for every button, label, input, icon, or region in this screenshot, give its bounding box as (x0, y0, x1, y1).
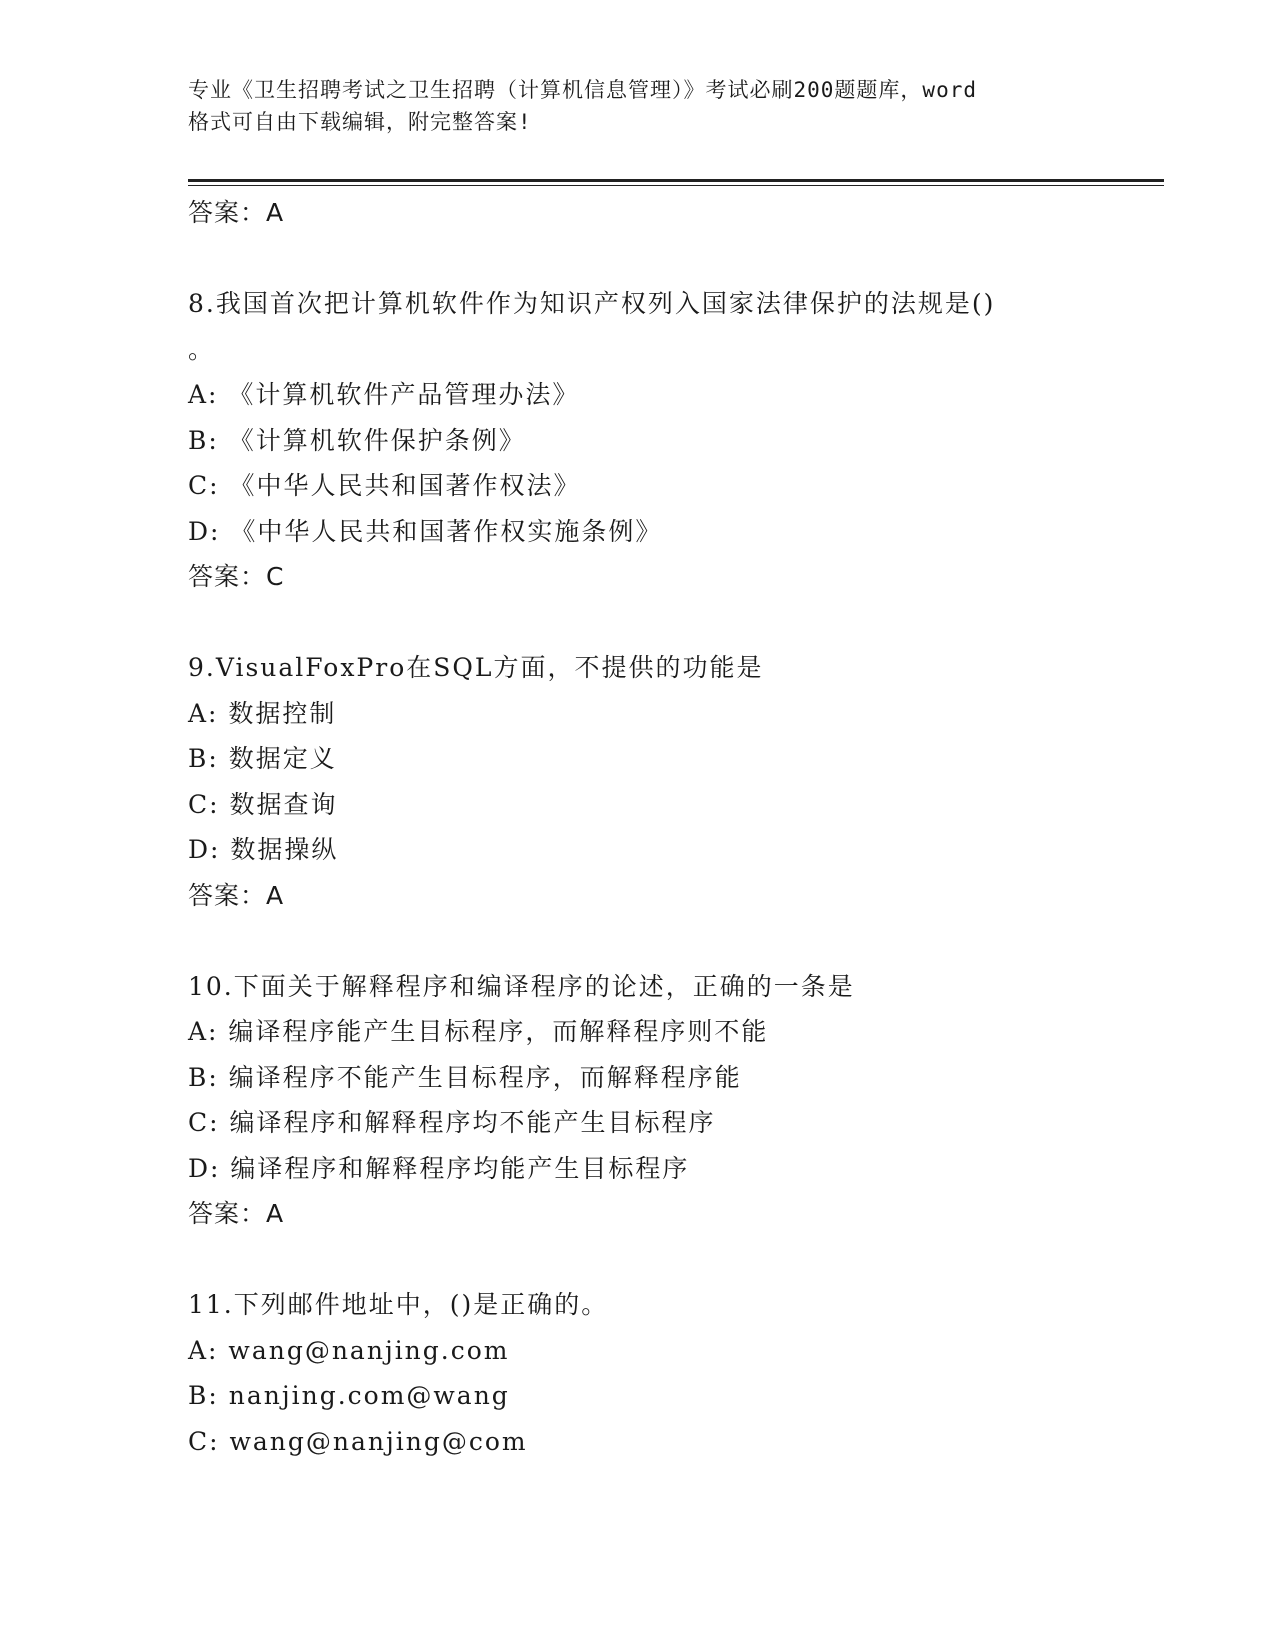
answer: 答案：A (188, 1199, 285, 1228)
option-b: B: nanjing.com@wang (188, 1381, 510, 1410)
question-stem: 8.我国首次把计算机软件作为知识产权列入国家法律保护的法规是() (188, 289, 996, 318)
option-c: C: 《中华人民共和国著作权法》 (188, 471, 581, 500)
previous-answer: 答案：A (188, 198, 285, 227)
spacer (188, 236, 1148, 282)
header-line-1: 专业《卫生招聘考试之卫生招聘（计算机信息管理）》考试必刷200题题库，word (188, 78, 977, 102)
answer: 答案：A (188, 880, 285, 910)
header-line-2: 格式可自由下载编辑，附完整答案! (188, 110, 532, 134)
header-divider-thin (188, 185, 1164, 186)
question-9 (188, 645, 1148, 918)
question-content (188, 190, 1148, 1464)
option-c: C: 数据查询 (188, 789, 338, 819)
question-stem-continued: 。 (188, 334, 216, 364)
question-stem: 10.下面关于解释程序和编译程序的论述，正确的一条是 (188, 971, 855, 1001)
question-stem: 11.下列邮件地址中，()是正确的。 (188, 1290, 609, 1319)
question-11 (188, 1282, 1148, 1464)
spacer (188, 600, 1148, 646)
question-10 (188, 964, 1148, 1237)
option-b: B: 《计算机软件保护条例》 (188, 425, 526, 455)
option-a: A: 数据控制 (188, 698, 337, 728)
spacer (188, 1237, 1148, 1283)
answer: 答案：C (188, 562, 285, 591)
spacer (188, 918, 1148, 964)
option-b: B: 编译程序不能产生目标程序，而解释程序能 (188, 1062, 742, 1092)
option-c: C: 编译程序和解释程序均不能产生目标程序 (188, 1108, 716, 1137)
option-b: B: 数据定义 (188, 744, 337, 773)
question-stem: 9.VisualFoxPro在SQL方面，不提供的功能是 (188, 653, 764, 682)
document-header (188, 74, 1088, 138)
header-divider-thick (188, 179, 1164, 182)
option-a: A: 《计算机软件产品管理办法》 (188, 380, 580, 409)
question-8 (188, 281, 1148, 600)
option-d: D: 《中华人民共和国著作权实施条例》 (188, 516, 663, 546)
option-d: D: 编译程序和解释程序均能产生目标程序 (188, 1153, 690, 1183)
option-c: C: wang@nanjing@com (188, 1426, 528, 1456)
option-a: A: wang@nanjing.com (188, 1335, 510, 1365)
option-d: D: 数据操纵 (188, 835, 339, 864)
option-a: A: 编译程序能产生目标程序，而解释程序则不能 (188, 1017, 769, 1046)
